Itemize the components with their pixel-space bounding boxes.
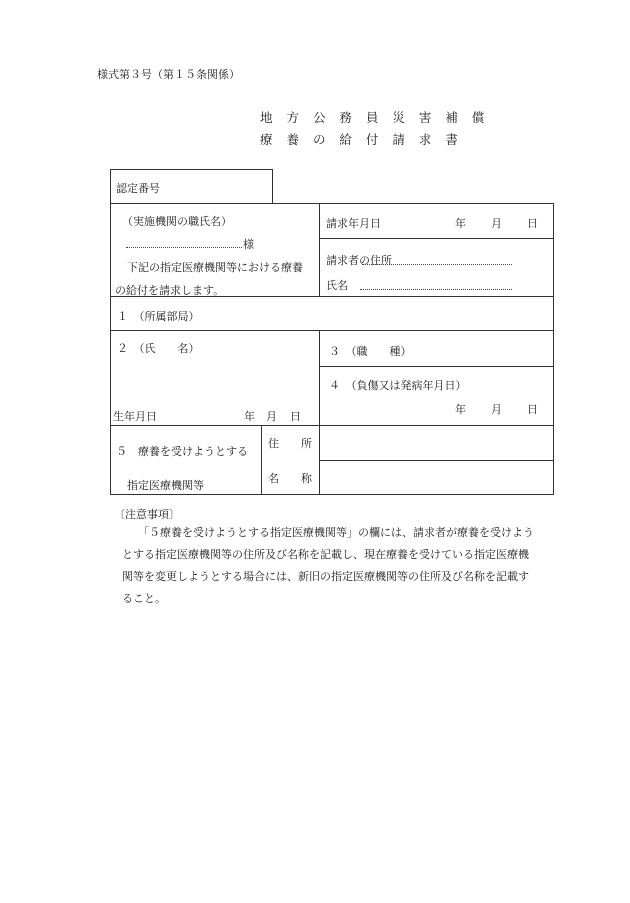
jisshi-kikan-label: （実施機関の職氏名） — [122, 215, 232, 228]
item-2-label: ２ （氏 名） — [117, 342, 200, 355]
item-5-label-1: ５ 療養を受けようとする — [116, 445, 248, 458]
seikyusha-address-label: 請求者の住所 — [326, 254, 392, 267]
seikyu-day-label: 日 — [527, 217, 538, 230]
seikyu-date-label: 請求年月日 — [326, 217, 381, 230]
injury-month-label: 月 — [491, 403, 502, 416]
birth-year-label: 年 — [244, 410, 255, 423]
request-text-1: 下記の指定医療機関等における療養 — [127, 261, 303, 274]
notes-heading: 〔注意事項〕 — [114, 508, 180, 521]
notes-line-1: 「５療養を受けようとする指定医療機関等」の欄には、請求者が療養を受けよう — [138, 526, 534, 539]
shimei-field[interactable] — [360, 289, 512, 290]
birth-day-label: 日 — [290, 410, 301, 423]
item-4-label: ４ （負傷又は発病年月日） — [329, 379, 467, 392]
birth-date-label: 生年月日 — [113, 410, 157, 423]
notes-line-2: とする指定医療機関等の住所及び名称を記載し、現在療養を受けている指定医療機 — [122, 548, 529, 561]
form-number: 様式第３号（第１５条関係） — [97, 68, 240, 81]
jisshi-kikan-field[interactable] — [126, 247, 242, 248]
shimei-label: 氏名 — [326, 279, 348, 292]
seikyusha-address-field[interactable] — [362, 264, 512, 265]
jusho-label: 住 所 — [268, 437, 312, 450]
notes-line-3: 関等を変更しようとする場合には、新旧の指定医療機関等の住所及び名称を記載す — [122, 570, 529, 583]
meisho-label: 名 称 — [268, 472, 312, 485]
seikyu-month-label: 月 — [491, 217, 502, 230]
nintei-bango-label: 認定番号 — [116, 182, 160, 195]
seikyu-year-label: 年 — [455, 217, 466, 230]
item-5-label-2: 指定医療機関等 — [127, 479, 204, 492]
request-text-2: の給付を請求します。 — [115, 284, 225, 297]
injury-day-label: 日 — [527, 403, 538, 416]
birth-month-label: 月 — [266, 410, 277, 423]
item-3-label: ３ （職 種） — [329, 345, 412, 358]
injury-year-label: 年 — [455, 403, 466, 416]
notes-line-4: ること。 — [122, 592, 166, 605]
item-1-label: １ （所属部局） — [117, 310, 200, 323]
sama-label: 様 — [243, 238, 254, 251]
title-line-1: 地 方 公 務 員 災 害 補 償 — [260, 110, 490, 125]
title-line-2: 療 養 の 給 付 請 求 書 — [260, 132, 463, 147]
